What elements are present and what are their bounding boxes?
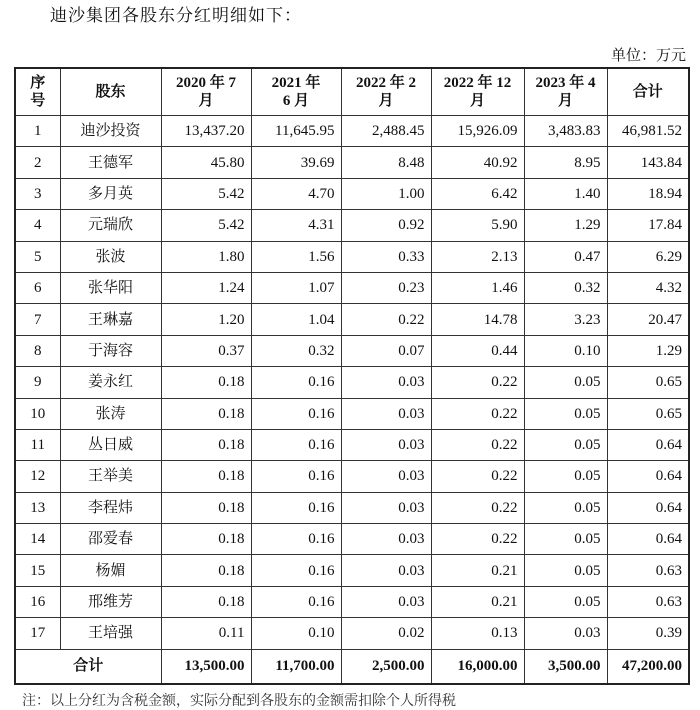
cell-holder: 王培强 <box>60 618 161 649</box>
cell-2022-02: 0.33 <box>341 241 431 272</box>
table-row <box>15 398 689 429</box>
total-2020-07: 13,500.00 <box>161 649 251 684</box>
table-row <box>15 524 689 555</box>
cell-2022-02: 0.03 <box>341 492 431 523</box>
cell-seq: 4 <box>15 210 60 241</box>
cell-2023-04: 0.05 <box>524 461 607 492</box>
cell-seq: 6 <box>15 272 60 303</box>
cell-2020-07: 45.80 <box>161 147 251 178</box>
cell-holder: 张波 <box>60 241 161 272</box>
total-row <box>15 649 689 684</box>
cell-2021-06: 0.16 <box>251 367 341 398</box>
table-row <box>15 304 689 335</box>
cell-total: 0.39 <box>607 618 689 649</box>
cell-2020-07: 1.80 <box>161 241 251 272</box>
cell-total: 6.29 <box>607 241 689 272</box>
cell-total: 20.47 <box>607 304 689 335</box>
cell-2022-12: 0.44 <box>431 335 524 366</box>
cell-2020-07: 0.18 <box>161 398 251 429</box>
cell-2023-04: 1.40 <box>524 178 607 209</box>
cell-2021-06: 0.16 <box>251 398 341 429</box>
cell-seq: 16 <box>15 586 60 617</box>
cell-holder: 李程炜 <box>60 492 161 523</box>
total-2021-06: 11,700.00 <box>251 649 341 684</box>
cell-2022-02: 0.07 <box>341 335 431 366</box>
unit-label: 单位：万元 <box>610 46 686 64</box>
intro-text: 迪沙集团各股东分红明细如下： <box>50 6 302 26</box>
cell-2022-02: 0.03 <box>341 555 431 586</box>
cell-2020-07: 0.37 <box>161 335 251 366</box>
cell-holder: 姜永红 <box>60 367 161 398</box>
cell-2022-02: 8.48 <box>341 147 431 178</box>
header-total: 合计 <box>607 68 689 116</box>
cell-2022-12: 6.42 <box>431 178 524 209</box>
cell-2021-06: 0.16 <box>251 555 341 586</box>
dividend-table <box>14 67 690 685</box>
cell-2022-12: 0.21 <box>431 555 524 586</box>
cell-total: 143.84 <box>607 147 689 178</box>
cell-2022-12: 0.22 <box>431 461 524 492</box>
cell-2020-07: 0.18 <box>161 555 251 586</box>
cell-total: 4.32 <box>607 272 689 303</box>
cell-holder: 张涛 <box>60 398 161 429</box>
cell-2023-04: 0.05 <box>524 429 607 460</box>
cell-2021-06: 39.69 <box>251 147 341 178</box>
cell-total: 0.64 <box>607 492 689 523</box>
cell-holder: 邵爱春 <box>60 524 161 555</box>
cell-2022-02: 0.03 <box>341 586 431 617</box>
total-2022-12: 16,000.00 <box>431 649 524 684</box>
header-seq: 序 号 <box>15 68 60 116</box>
cell-holder: 于海容 <box>60 335 161 366</box>
cell-2022-02: 0.03 <box>341 429 431 460</box>
table-row <box>15 492 689 523</box>
header-holder: 股东 <box>60 68 161 116</box>
cell-seq: 11 <box>15 429 60 460</box>
cell-2021-06: 1.56 <box>251 241 341 272</box>
cell-2022-12: 14.78 <box>431 304 524 335</box>
cell-2021-06: 1.07 <box>251 272 341 303</box>
cell-2020-07: 0.18 <box>161 461 251 492</box>
cell-holder: 王琳嘉 <box>60 304 161 335</box>
cell-seq: 14 <box>15 524 60 555</box>
cell-2020-07: 1.20 <box>161 304 251 335</box>
cell-holder: 张华阳 <box>60 272 161 303</box>
cell-seq: 3 <box>15 178 60 209</box>
cell-seq: 12 <box>15 461 60 492</box>
cell-2022-12: 40.92 <box>431 147 524 178</box>
table-footer <box>15 649 689 684</box>
table-row <box>15 429 689 460</box>
cell-seq: 9 <box>15 367 60 398</box>
cell-2020-07: 5.42 <box>161 178 251 209</box>
cell-2021-06: 0.32 <box>251 335 341 366</box>
table-row <box>15 241 689 272</box>
cell-2022-12: 0.13 <box>431 618 524 649</box>
header-2022-12: 2022 年 12 月 <box>431 68 524 116</box>
cell-2020-07: 0.18 <box>161 429 251 460</box>
cell-2023-04: 0.03 <box>524 618 607 649</box>
cell-2020-07: 0.18 <box>161 524 251 555</box>
cell-2023-04: 0.47 <box>524 241 607 272</box>
table-row <box>15 272 689 303</box>
header-2020-07: 2020 年 7 月 <box>161 68 251 116</box>
cell-2020-07: 0.18 <box>161 586 251 617</box>
cell-2021-06: 0.16 <box>251 586 341 617</box>
cell-holder: 丛日威 <box>60 429 161 460</box>
cell-2021-06: 0.10 <box>251 618 341 649</box>
cell-2021-06: 0.16 <box>251 524 341 555</box>
cell-seq: 13 <box>15 492 60 523</box>
cell-2022-02: 0.23 <box>341 272 431 303</box>
cell-2022-12: 0.22 <box>431 367 524 398</box>
cell-2022-12: 1.46 <box>431 272 524 303</box>
cell-total: 0.64 <box>607 429 689 460</box>
cell-holder: 邢维芳 <box>60 586 161 617</box>
cell-seq: 15 <box>15 555 60 586</box>
header-2023-04: 2023 年 4 月 <box>524 68 607 116</box>
cell-2023-04: 0.05 <box>524 367 607 398</box>
cell-seq: 2 <box>15 147 60 178</box>
cell-2022-02: 0.22 <box>341 304 431 335</box>
cell-2020-07: 5.42 <box>161 210 251 241</box>
cell-holder: 元瑞欣 <box>60 210 161 241</box>
cell-2022-12: 5.90 <box>431 210 524 241</box>
cell-2022-02: 0.03 <box>341 367 431 398</box>
total-grand: 47,200.00 <box>607 649 689 684</box>
cell-2023-04: 0.05 <box>524 555 607 586</box>
cell-total: 18.94 <box>607 178 689 209</box>
cell-2023-04: 1.29 <box>524 210 607 241</box>
cell-holder: 王举美 <box>60 461 161 492</box>
table-body <box>15 116 689 650</box>
header-row <box>15 68 689 116</box>
cell-2020-07: 0.11 <box>161 618 251 649</box>
cell-2020-07: 0.18 <box>161 367 251 398</box>
cell-2022-12: 0.22 <box>431 429 524 460</box>
cell-2022-02: 0.02 <box>341 618 431 649</box>
table-row <box>15 618 689 649</box>
cell-2022-02: 0.92 <box>341 210 431 241</box>
cell-2020-07: 1.24 <box>161 272 251 303</box>
cell-2022-12: 0.21 <box>431 586 524 617</box>
cell-2022-02: 1.00 <box>341 178 431 209</box>
cell-seq: 5 <box>15 241 60 272</box>
table-header <box>15 68 689 116</box>
cell-holder: 杨媚 <box>60 555 161 586</box>
total-label: 合计 <box>15 649 161 684</box>
cell-total: 0.65 <box>607 367 689 398</box>
header-2021-06: 2021 年 6 月 <box>251 68 341 116</box>
cell-2023-04: 0.05 <box>524 586 607 617</box>
table-row <box>15 116 689 147</box>
cell-2022-12: 0.22 <box>431 524 524 555</box>
cell-2022-02: 0.03 <box>341 461 431 492</box>
table-row <box>15 147 689 178</box>
cell-seq: 17 <box>15 618 60 649</box>
cell-2023-04: 0.32 <box>524 272 607 303</box>
cell-seq: 8 <box>15 335 60 366</box>
cell-2021-06: 0.16 <box>251 429 341 460</box>
cell-total: 0.63 <box>607 555 689 586</box>
cell-seq: 10 <box>15 398 60 429</box>
table-row <box>15 586 689 617</box>
table-row <box>15 335 689 366</box>
cell-total: 0.64 <box>607 461 689 492</box>
footnote: 注：以上分红为含税金额，实际分配到各股东的金额需扣除个人所得税 <box>22 693 456 709</box>
cell-2023-04: 0.05 <box>524 492 607 523</box>
cell-total: 0.65 <box>607 398 689 429</box>
cell-2020-07: 0.18 <box>161 492 251 523</box>
table-row <box>15 210 689 241</box>
table-row <box>15 555 689 586</box>
cell-2023-04: 8.95 <box>524 147 607 178</box>
cell-total: 17.84 <box>607 210 689 241</box>
cell-2023-04: 0.05 <box>524 524 607 555</box>
cell-2021-06: 1.04 <box>251 304 341 335</box>
header-2022-02: 2022 年 2 月 <box>341 68 431 116</box>
cell-2022-02: 0.03 <box>341 398 431 429</box>
table-row <box>15 178 689 209</box>
cell-2021-06: 0.16 <box>251 492 341 523</box>
cell-2020-07: 13,437.20 <box>161 116 251 147</box>
cell-total: 0.63 <box>607 586 689 617</box>
cell-total: 46,981.52 <box>607 116 689 147</box>
cell-2023-04: 0.10 <box>524 335 607 366</box>
cell-2022-12: 0.22 <box>431 492 524 523</box>
total-2023-04: 3,500.00 <box>524 649 607 684</box>
cell-2022-02: 0.03 <box>341 524 431 555</box>
cell-holder: 多月英 <box>60 178 161 209</box>
cell-2022-02: 2,488.45 <box>341 116 431 147</box>
cell-2023-04: 0.05 <box>524 398 607 429</box>
cell-2022-12: 2.13 <box>431 241 524 272</box>
cell-total: 1.29 <box>607 335 689 366</box>
cell-seq: 7 <box>15 304 60 335</box>
cell-total: 0.64 <box>607 524 689 555</box>
cell-2023-04: 3,483.83 <box>524 116 607 147</box>
cell-2021-06: 4.31 <box>251 210 341 241</box>
cell-2023-04: 3.23 <box>524 304 607 335</box>
total-2022-02: 2,500.00 <box>341 649 431 684</box>
cell-holder: 王德军 <box>60 147 161 178</box>
cell-holder: 迪沙投资 <box>60 116 161 147</box>
cell-2021-06: 0.16 <box>251 461 341 492</box>
table-row <box>15 367 689 398</box>
cell-2021-06: 4.70 <box>251 178 341 209</box>
table-row <box>15 461 689 492</box>
cell-2021-06: 11,645.95 <box>251 116 341 147</box>
cell-2022-12: 15,926.09 <box>431 116 524 147</box>
cell-seq: 1 <box>15 116 60 147</box>
cell-2022-12: 0.22 <box>431 398 524 429</box>
